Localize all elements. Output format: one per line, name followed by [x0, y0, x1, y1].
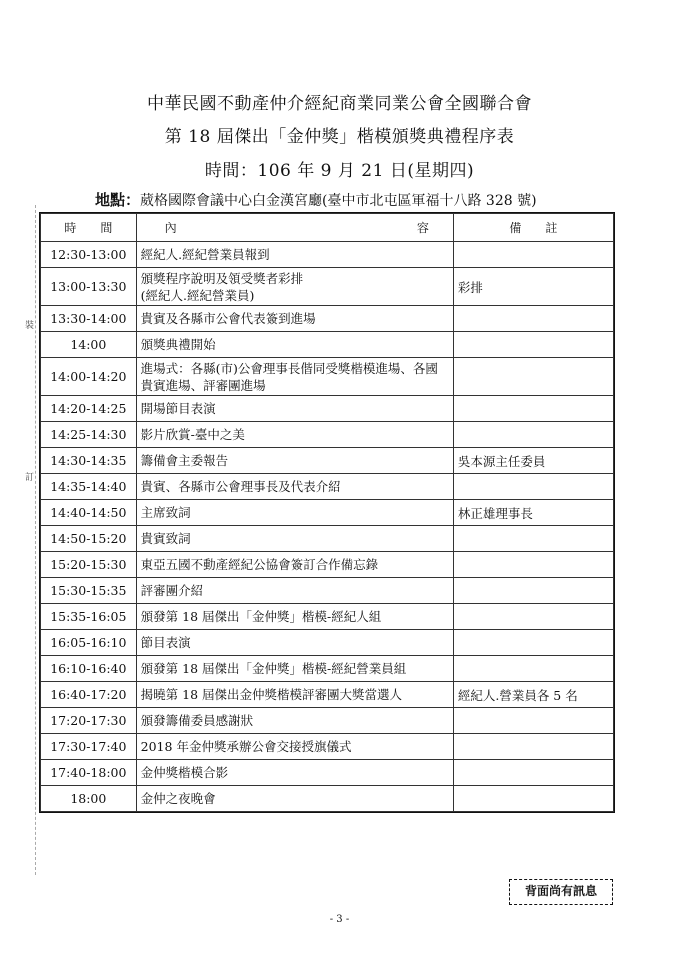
- cell-note: [453, 760, 613, 786]
- cell-note: [453, 242, 613, 268]
- cell-content: 貴賓、各縣市公會理事長及代表介紹: [136, 474, 453, 500]
- table-row: [41, 526, 614, 552]
- table-row: [41, 332, 614, 358]
- cell-content: 進場式：各縣(市)公會理事長偕同受獎楷模進場、各國貴賓進場、評審團進場: [136, 358, 453, 396]
- page-number: - 3 -: [329, 914, 350, 925]
- cell-content: 貴賓致詞: [136, 526, 453, 552]
- schedule-body: [41, 242, 614, 812]
- cell-time: 15:30-15:35: [41, 578, 137, 604]
- cell-time: 14:30-14:35: [41, 448, 137, 474]
- binding-line: [35, 205, 36, 875]
- cell-content: 金仲獎楷模合影: [136, 760, 453, 786]
- table-row: [41, 306, 614, 332]
- table-row: [41, 604, 614, 630]
- header-content-left: 內: [164, 221, 177, 235]
- binding-mark-bottom: 訂: [25, 470, 34, 483]
- cell-note: [453, 358, 613, 396]
- table-row: [41, 552, 614, 578]
- cell-time: 16:05-16:10: [41, 630, 137, 656]
- cell-content: 評審團介紹: [136, 578, 453, 604]
- header-note: 備 註: [453, 214, 613, 242]
- cell-time: 14:25-14:30: [41, 422, 137, 448]
- cell-time: 15:20-15:30: [41, 552, 137, 578]
- table-row: [41, 760, 614, 786]
- table-row: [41, 500, 614, 526]
- venue-label: 地點：: [95, 191, 141, 209]
- table-row: [41, 708, 614, 734]
- cell-content: 開場節目表演: [136, 396, 453, 422]
- cell-content: 頒發籌備委員感謝狀: [136, 708, 453, 734]
- table-row: [41, 242, 614, 268]
- table-row: [41, 448, 614, 474]
- cell-note: [453, 656, 613, 682]
- cell-note: 經紀人.營業員各 5 名: [453, 682, 613, 708]
- cell-content: 經紀人.經紀營業員報到: [136, 242, 453, 268]
- binding-mark-top: 裝: [25, 318, 34, 331]
- table-row: [41, 786, 614, 812]
- cell-content: 東亞五國不動產經紀公協會簽訂合作備忘錄: [136, 552, 453, 578]
- table-row: [41, 682, 614, 708]
- cell-note: [453, 708, 613, 734]
- header-time: 時 間: [41, 214, 137, 242]
- cell-note: [453, 552, 613, 578]
- cell-time: 16:10-16:40: [41, 656, 137, 682]
- cell-note: [453, 734, 613, 760]
- cell-note: [453, 306, 613, 332]
- cell-note: 吳本源主任委員: [453, 448, 613, 474]
- cell-note: [453, 422, 613, 448]
- cell-note: [453, 604, 613, 630]
- header-content: [136, 214, 453, 242]
- cell-note: [453, 630, 613, 656]
- table-row: [41, 656, 614, 682]
- table-row: [41, 734, 614, 760]
- cell-time: 14:00-14:20: [41, 358, 137, 396]
- table-row: [41, 358, 614, 396]
- cell-time: 14:00: [41, 332, 137, 358]
- back-notice: 背面尚有訊息: [509, 879, 613, 905]
- cell-content: 貴賓及各縣市公會代表簽到進場: [136, 306, 453, 332]
- cell-content: 籌備會主委報告: [136, 448, 453, 474]
- cell-note: [453, 578, 613, 604]
- cell-time: 14:20-14:25: [41, 396, 137, 422]
- cell-note: 彩排: [453, 268, 613, 306]
- cell-note: [453, 786, 613, 812]
- cell-time: 14:50-15:20: [41, 526, 137, 552]
- org-title: 中華民國不動產仲介經紀商業同業公會全國聯合會: [147, 94, 532, 114]
- table-row: [41, 396, 614, 422]
- header-content-right: 容: [416, 221, 429, 235]
- event-venue: [95, 189, 655, 210]
- cell-content: 頒發第 18 屆傑出「金仲獎」楷模-經紀人組: [136, 604, 453, 630]
- cell-content: 揭曉第 18 屆傑出金仲獎楷模評審團大獎當選人: [136, 682, 453, 708]
- cell-content: 2018 年金仲獎承辦公會交接授旗儀式: [136, 734, 453, 760]
- cell-time: 12:30-13:00: [41, 242, 137, 268]
- cell-time: 18:00: [41, 786, 137, 812]
- cell-note: [453, 332, 613, 358]
- schedule-table: [40, 213, 614, 812]
- table-header-row: [41, 214, 614, 242]
- cell-content: 金仲之夜晚會: [136, 786, 453, 812]
- cell-content: 頒發第 18 屆傑出「金仲獎」楷模-經紀營業員組: [136, 656, 453, 682]
- cell-content: 節目表演: [136, 630, 453, 656]
- cell-time: 17:20-17:30: [41, 708, 137, 734]
- cell-time: 17:30-17:40: [41, 734, 137, 760]
- cell-time: 17:40-18:00: [41, 760, 137, 786]
- cell-time: 16:40-17:20: [41, 682, 137, 708]
- cell-time: 13:00-13:30: [41, 268, 137, 306]
- cell-content: 頒獎程序說明及領受獎者彩排 (經紀人.經紀營業員): [136, 268, 453, 306]
- cell-note: [453, 396, 613, 422]
- table-row: [41, 422, 614, 448]
- cell-note: 林正雄理事長: [453, 500, 613, 526]
- cell-content: 頒獎典禮開始: [136, 332, 453, 358]
- event-title: 第 18 屆傑出「金仲獎」楷模頒獎典禮程序表: [164, 127, 515, 147]
- cell-note: [453, 474, 613, 500]
- cell-content: 主席致詞: [136, 500, 453, 526]
- event-datetime: 時間：106 年 9 月 21 日(星期四): [204, 161, 475, 181]
- cell-note: [453, 526, 613, 552]
- cell-content: 影片欣賞-臺中之美: [136, 422, 453, 448]
- cell-time: 15:35-16:05: [41, 604, 137, 630]
- table-row: [41, 630, 614, 656]
- cell-time: 14:35-14:40: [41, 474, 137, 500]
- venue-value: 葳格國際會議中心白金漢宮廳(臺中市北屯區軍福十八路 328 號): [140, 193, 537, 209]
- table-row: [41, 268, 614, 306]
- cell-time: 13:30-14:00: [41, 306, 137, 332]
- cell-time: 14:40-14:50: [41, 500, 137, 526]
- table-row: [41, 578, 614, 604]
- table-row: [41, 474, 614, 500]
